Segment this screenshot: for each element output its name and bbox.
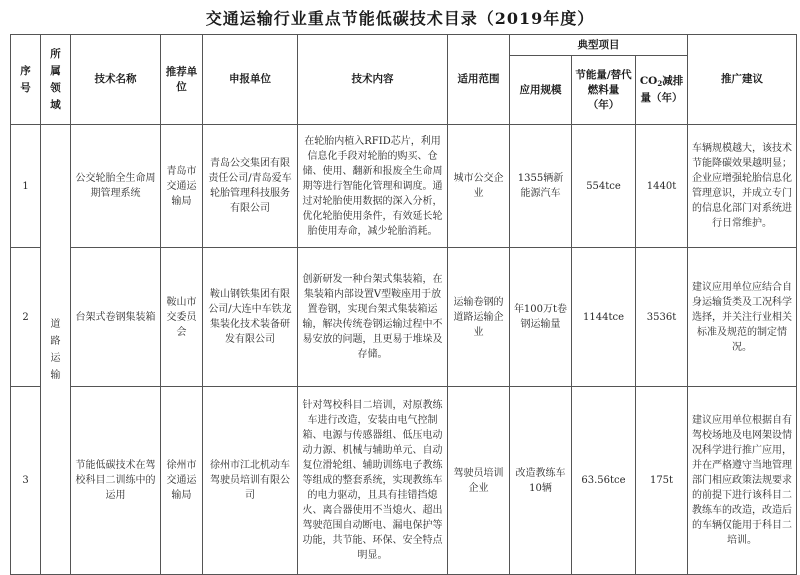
- cell-co2: 175t: [636, 387, 688, 575]
- cell-advice: 建议应用单位根据自有驾校场地及电网架设情况科学进行推广应用，并在严格遵守当地管理部门相应政策法规要求的前提下进行该科目二教练车的改造，改造后的车辆仅能用于科目二培训。: [688, 387, 797, 575]
- cell-applicant: 鞍山钢铁集团有限公司/大连中车铁龙集装化技术装备研发有限公司: [203, 248, 298, 387]
- cell-recommender: 鞍山市交委员会: [161, 248, 203, 387]
- header-recommender: 推荐单位: [161, 35, 203, 125]
- cell-recommender: 徐州市交通运输局: [161, 387, 203, 575]
- cell-scale: 改造教练车10辆: [510, 387, 572, 575]
- cell-content: 创新研发一种台架式集装箱，在集装箱内部设置V型鞍座用于放置卷钢，实现台架式集装箱运输，解决传统卷钢运输过程中不易安放的问题，且更易于堆垛及存储。: [298, 248, 448, 387]
- table-row: [11, 125, 797, 248]
- table-row: [11, 248, 797, 387]
- cell-field: 道路运输: [41, 125, 71, 575]
- cell-tech-name: 节能低碳技术在驾校科目二训练中的运用: [71, 387, 161, 575]
- cell-tech-name: 台架式卷钢集装箱: [71, 248, 161, 387]
- cell-scale: 1355辆新能源汽车: [510, 125, 572, 248]
- cell-co2: 1440t: [636, 125, 688, 248]
- cell-seq: 2: [11, 248, 41, 387]
- cell-co2: 3536t: [636, 248, 688, 387]
- cell-applicant: 青岛公交集团有限责任公司/青岛爱车轮胎管理科技服务有限公司: [203, 125, 298, 248]
- cell-energy: 63.56tce: [572, 387, 636, 575]
- table-row: [11, 387, 797, 575]
- cell-seq: 3: [11, 387, 41, 575]
- header-field: 所属领域: [41, 35, 71, 125]
- cell-scope: 运输卷钢的道路运输企业: [448, 248, 510, 387]
- header-tech-name: 技术名称: [71, 35, 161, 125]
- cell-energy: 554tce: [572, 125, 636, 248]
- header-seq: 序号: [11, 35, 41, 125]
- cell-advice: 建议应用单位应结合自身运输货类及工况科学选择，并关注行业相关标准及规范的制定情况。: [688, 248, 797, 387]
- cell-content: 在轮胎内植入RFID芯片，利用信息化手段对轮胎的购买、仓储、使用、翻新和报废全生命周期等进行智能化管理和调度。通过对轮胎使用数据的深入分析，优化轮胎使用条件，有效延长轮胎使用寿命，减少轮胎消耗。: [298, 125, 448, 248]
- header-scale: 应用规模: [510, 56, 572, 125]
- cell-energy: 1144tce: [572, 248, 636, 387]
- cell-applicant: 徐州市江北机动车驾驶员培训有限公司: [203, 387, 298, 575]
- catalog-table: [10, 34, 797, 575]
- cell-recommender: 青岛市交通运输局: [161, 125, 203, 248]
- cell-scope: 驾驶员培训企业: [448, 387, 510, 575]
- header-advice: 推广建议: [688, 35, 797, 125]
- page-title: 交通运输行业重点节能低碳技术目录（2019年度）: [205, 9, 595, 28]
- header-typical-project: 典型项目: [510, 35, 688, 56]
- header-co2: $CO_2$减排量（年）: [636, 56, 688, 125]
- cell-scope: 城市公交企业: [448, 125, 510, 248]
- header-scope: 适用范围: [448, 35, 510, 125]
- header-row: [11, 35, 797, 56]
- cell-content: 针对驾校科目二培训，对原教练车进行改造，安装由电气控制箱、电源与传感器组、低压电动动力源、机械与辅助单元、自动复位滑轮组、辅助训练电子教练等组成的整套系统，实现教练车的电力驱动，且具有挂错挡熄火、离合器使用不当熄火、超出驾驶范围自动断电、漏电保护等功能，共节能、环保、安全特点明显。: [298, 387, 448, 575]
- cell-tech-name: 公交轮胎全生命周期管理系统: [71, 125, 161, 248]
- cell-seq: 1: [11, 125, 41, 248]
- cell-scale: 年100万t卷钢运输量: [510, 248, 572, 387]
- header-applicant: 申报单位: [203, 35, 298, 125]
- header-energy-saving: 节能量/替代燃料量（年）: [572, 56, 636, 125]
- cell-advice: 车辆规模越大，该技术节能降碳效果越明显；企业应增强轮胎信息化管理意识，并成立专门的信息化部门对系统进行日常维护。: [688, 125, 797, 248]
- header-content: 技术内容: [298, 35, 448, 125]
